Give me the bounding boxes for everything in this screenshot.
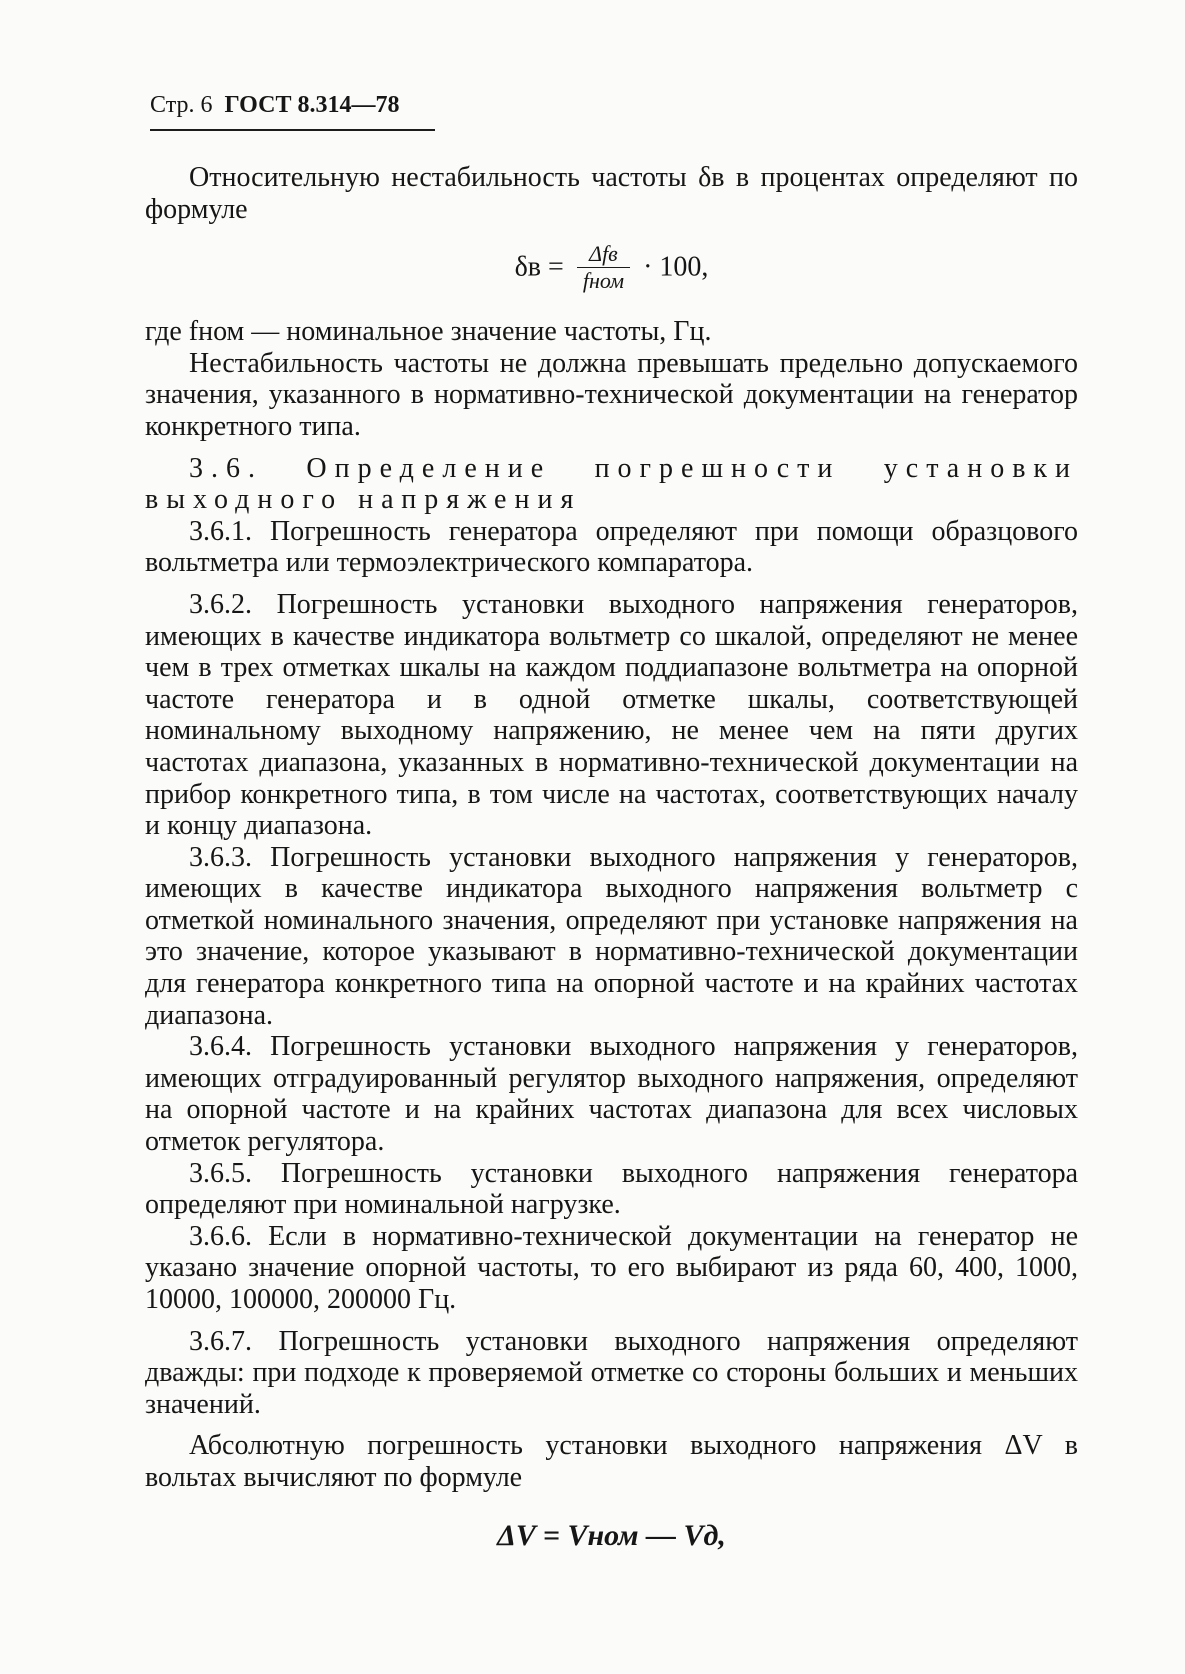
- paragraph-3-6-1: 3.6.1. Погрешность генератора определяют при помощи образцового вольтметра или термоэлектрического компаратора.: [145, 515, 1078, 579]
- formula-denominator: fном: [582, 268, 625, 294]
- paragraph-instability-limit: Нестабильность частоты не должна превышать предельно допускаемого значения, указанного в нормативно-технической документации на генератор конкретного типа.: [145, 347, 1078, 442]
- page-number: Стр. 6: [150, 92, 213, 118]
- standard-number: ГОСТ 8.314—78: [224, 92, 400, 118]
- section-heading-3-6: 3.6. Определение погрешности установки выходного напряжения: [145, 452, 1078, 516]
- formula-lhs: δв =: [514, 251, 564, 283]
- paragraph-intro: Относительную нестабильность частоты δв в процентах определяют по формуле: [145, 162, 1078, 225]
- paragraph-3-6-2: 3.6.2. Погрешность установки выходного напряжения генераторов, имеющих в качестве индикатора вольтметр со шкалой, определяют не менее чем в трех отметках шкалы на каждом поддиапазоне вольтметра на опорной частоте генератора и в одной отметке шкалы, соответствующей номинальному выходному напряжению, не менее чем на пяти других частотах диапазона, указанных в нормативно-технической документации на прибор конкретного типа, в том числе на частотах, соответствующих началу и концу диапазона.: [145, 588, 1078, 842]
- paragraph-3-6-5: 3.6.5. Погрешность установки выходного напряжения генератора определяют при номинальной нагрузке.: [145, 1157, 1078, 1221]
- paragraph-3-6-6: 3.6.6. Если в нормативно-технической документации на генератор не указано значение опорной частоты, то его выбирают из ряда 60, 400, 1000, 10000, 100000, 200000 Гц.: [145, 1220, 1078, 1315]
- formula-absolute-error: ΔV = Vном — Vд,: [497, 1518, 726, 1552]
- paragraph-where: где fном — номинальное значение частоты, Гц.: [145, 316, 712, 348]
- paragraph-absolute-error: Абсолютную погрешность установки выходного напряжения ΔV в вольтах вычисляют по формуле: [145, 1430, 1078, 1493]
- formula-numerator: Δfв: [577, 241, 630, 268]
- paragraph-3-6-7: 3.6.7. Погрешность установки выходного напряжения определяют дважды: при подходе к проверяемой отметке со стороны больших и меньших значений.: [145, 1325, 1078, 1420]
- paragraph-3-6-3: 3.6.3. Погрешность установки выходного напряжения у генераторов, имеющих в качестве индикатора выходного напряжения вольтметр с отметкой номинального значения, определяют при установке напряжения на это значение, которое указывают в нормативно-технической документации для генератора конкретного типа на опорной частоте и на крайних частотах диапазона.: [145, 841, 1078, 1031]
- formula-rhs: · 100,: [643, 251, 709, 283]
- paragraph-3-6-4: 3.6.4. Погрешность установки выходного напряжения у генераторов, имеющих отградуированный регулятор выходного напряжения, определяют на опорной частоте и на крайних частотах диапазона для всех числовых отметок регулятора.: [145, 1031, 1078, 1158]
- formula-frequency-instability: [145, 241, 1078, 294]
- formula-fraction: [577, 241, 630, 294]
- document-body: [145, 162, 1078, 1551]
- page-header: [150, 92, 435, 131]
